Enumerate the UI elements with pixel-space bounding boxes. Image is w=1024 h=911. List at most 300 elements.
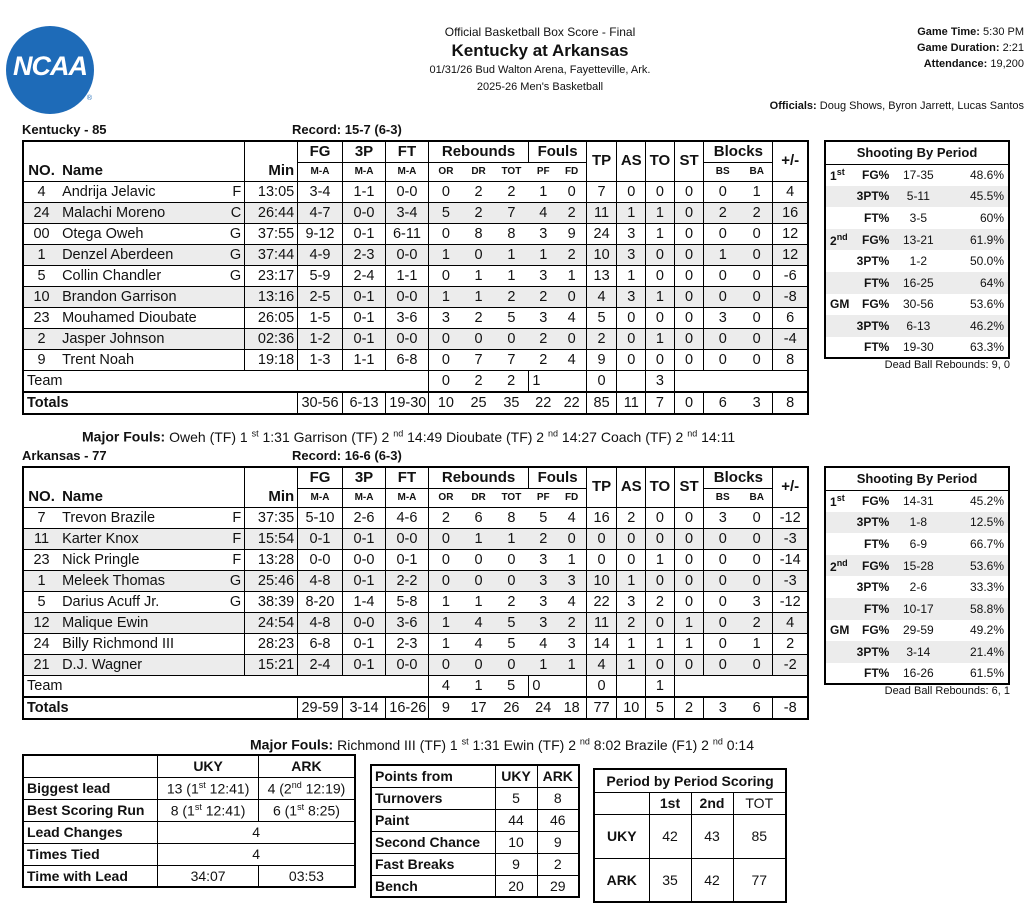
shooting-percentage: 45.2% xyxy=(969,494,1004,509)
player-tot: 5 xyxy=(494,307,529,328)
arkansas-player-row xyxy=(23,633,808,654)
totals-label: Totals xyxy=(23,392,298,414)
totals-tp: 77 xyxy=(586,697,617,719)
period-scoring-title-row xyxy=(594,769,786,792)
game-time-label: Game Time: xyxy=(917,26,980,38)
shooting-made-attempted: 6-9 xyxy=(909,536,928,551)
season-line: 2025-26 Men's Basketball xyxy=(476,81,604,93)
player-tot: 0 xyxy=(494,654,529,675)
team-st xyxy=(674,675,808,697)
major-foul-ordinal: nd xyxy=(579,736,590,746)
player-minutes: 26:44 xyxy=(245,202,298,223)
player-or: 5 xyxy=(428,202,463,223)
shooting-made-attempted: 14-31 xyxy=(902,494,934,509)
team-dr: 2 xyxy=(463,370,494,392)
col-as-header: AS xyxy=(617,141,646,181)
player-bs: 0 xyxy=(704,349,741,370)
lead-changes-label: Lead Changes xyxy=(23,821,158,843)
shooting-percentage: 64% xyxy=(943,272,1009,294)
player-position: C xyxy=(230,204,242,221)
lead-changes-value: 4 xyxy=(158,821,355,843)
player-name-cell xyxy=(59,349,245,370)
biggest-lead-uky: 13 (1st 12:41) xyxy=(158,777,259,799)
player-tp: 14 xyxy=(586,633,617,654)
col-fouls-header: Fouls xyxy=(529,467,586,488)
player-fd: 0 xyxy=(558,528,587,549)
player-tot: 1 xyxy=(494,265,529,286)
points-from-uky: 5 xyxy=(495,787,537,809)
player-fd: 2 xyxy=(558,244,587,265)
shooting-stat: FG% xyxy=(862,494,890,509)
player-name: Karter Knox xyxy=(62,530,139,547)
player-fd: 1 xyxy=(558,265,587,286)
col-tp-header: TP xyxy=(586,141,617,181)
major-foul-entry: Richmond III (TF) 1 $^{st}$ 1:31 xyxy=(337,736,500,753)
player-as: 0 xyxy=(617,549,646,570)
player-p3: 0-0 xyxy=(342,549,385,570)
col-fg-header: FG xyxy=(298,467,343,488)
player-dr: 4 xyxy=(463,633,494,654)
player-name: Mouhamed Dioubate xyxy=(62,309,197,326)
biggest-lead-ark: 4 (2nd 12:19) xyxy=(258,777,355,799)
shooting-period: 2nd xyxy=(825,229,849,251)
player-tot: 5 xyxy=(494,612,529,633)
player-fg: 2-5 xyxy=(298,286,343,307)
player-dr: 0 xyxy=(463,570,494,591)
points-from-uky: 44 xyxy=(495,809,537,831)
player-st: 0 xyxy=(674,654,704,675)
player-number: 5 xyxy=(23,591,59,612)
player-dr: 1 xyxy=(463,265,494,286)
totals-pm: 8 xyxy=(773,392,808,414)
player-minutes: 38:39 xyxy=(245,591,298,612)
team-or: 4 xyxy=(428,675,463,697)
player-bs: 2 xyxy=(704,202,741,223)
totals-as: 11 xyxy=(617,392,646,414)
col-tp-header: TP xyxy=(586,467,617,507)
player-to: 0 xyxy=(646,612,675,633)
player-name-cell xyxy=(59,202,245,223)
player-or: 0 xyxy=(428,349,463,370)
major-fouls-label: Major Fouls: xyxy=(82,428,166,445)
player-name-cell xyxy=(59,654,245,675)
report-subtitle: Official Basketball Box Score - Final xyxy=(444,25,636,39)
totals-fd: 18 xyxy=(558,697,587,719)
shooting-period xyxy=(825,315,849,337)
player-minutes: 28:23 xyxy=(245,633,298,654)
player-pm: 4 xyxy=(773,181,808,202)
arkansas-player-row xyxy=(23,612,808,633)
major-foul-entry: Ewin (TF) 2 $^{nd}$ 8:02 xyxy=(503,736,622,753)
player-minutes: 13:05 xyxy=(245,181,298,202)
player-dr: 2 xyxy=(463,202,494,223)
period-scoring-1st: 42 xyxy=(649,814,691,858)
best-scoring-run-row xyxy=(23,799,355,821)
arkansas-shooting-row xyxy=(825,598,1009,620)
points-from-label: Bench xyxy=(371,875,495,897)
arkansas-shooting-row xyxy=(825,663,1009,685)
player-to: 0 xyxy=(646,507,675,528)
shooting-period xyxy=(825,663,849,685)
player-fg: 3-4 xyxy=(298,181,343,202)
arkansas-shooting-row xyxy=(825,620,1009,642)
kentucky-team-row xyxy=(23,370,808,392)
player-ba: 1 xyxy=(741,181,773,202)
period-scoring-team: UKY xyxy=(594,814,649,858)
player-ft: 4-6 xyxy=(386,507,428,528)
player-pf: 3 xyxy=(529,307,558,328)
kentucky-shooting-row xyxy=(825,164,1009,186)
player-name: Malachi Moreno xyxy=(62,204,166,221)
player-number: 1 xyxy=(23,244,59,265)
player-position: F xyxy=(232,551,242,568)
player-name: Billy Richmond III xyxy=(62,635,175,652)
totals-pm: -8 xyxy=(773,697,808,719)
game-info xyxy=(764,24,1024,72)
player-pf: 3 xyxy=(529,549,558,570)
player-pm: 8 xyxy=(773,349,808,370)
shooting-made-attempted: 16-25 xyxy=(893,272,943,294)
shooting-period xyxy=(825,512,849,534)
player-st: 1 xyxy=(674,633,704,654)
arkansas-player-row xyxy=(23,654,808,675)
player-to: 1 xyxy=(646,223,675,244)
player-number: 12 xyxy=(23,612,59,633)
player-ft: 0-0 xyxy=(386,654,428,675)
player-st: 0 xyxy=(674,307,704,328)
player-bs: 0 xyxy=(704,654,741,675)
totals-ft: 16-26 xyxy=(386,697,428,719)
player-name: Nick Pringle xyxy=(62,551,140,568)
major-foul-entry: Dioubate (TF) 2 $^{nd}$ 14:27 xyxy=(446,428,597,445)
totals-dr: 17 xyxy=(463,697,494,719)
arkansas-shooting-title-row xyxy=(825,467,1009,490)
points-from-uky-header: UKY xyxy=(495,765,537,787)
player-fg: 1-3 xyxy=(298,349,343,370)
player-name: D.J. Wagner xyxy=(62,656,143,673)
shooting-stat: FG% xyxy=(862,168,890,183)
player-as: 0 xyxy=(617,528,646,549)
player-tp: 0 xyxy=(586,549,617,570)
arkansas-player-row xyxy=(23,570,808,591)
player-fd: 4 xyxy=(558,591,587,612)
team-dr: 1 xyxy=(463,675,494,697)
player-as: 1 xyxy=(617,265,646,286)
shooting-stat: 3PT% xyxy=(856,254,890,269)
player-to: 0 xyxy=(646,570,675,591)
player-pf: 4 xyxy=(529,202,558,223)
player-pm: -4 xyxy=(773,328,808,349)
team-fd xyxy=(558,675,587,697)
arkansas-shooting-row xyxy=(825,512,1009,534)
biggest-lead-uky-ordinal: st xyxy=(198,779,206,790)
kentucky-player-row xyxy=(23,265,808,286)
arkansas-shooting-row xyxy=(825,576,1009,598)
shooting-period xyxy=(825,250,849,272)
player-bs: 0 xyxy=(704,223,741,244)
player-or: 0 xyxy=(428,549,463,570)
shooting-period xyxy=(825,598,849,620)
period-scoring-blank xyxy=(594,792,649,814)
player-position: F xyxy=(232,509,242,526)
biggest-lead-row xyxy=(23,777,355,799)
col-dr-header: DR xyxy=(463,162,494,181)
player-fd: 0 xyxy=(558,181,587,202)
player-dr: 1 xyxy=(463,528,494,549)
team-to: 3 xyxy=(646,370,675,392)
player-number: 4 xyxy=(23,181,59,202)
player-name: Jasper Johnson xyxy=(62,330,165,347)
player-tot: 1 xyxy=(494,528,529,549)
col-name-header: Name xyxy=(59,467,245,507)
player-to: 0 xyxy=(646,654,675,675)
arkansas-player-row xyxy=(23,507,808,528)
player-ft: 6-8 xyxy=(386,349,428,370)
times-tied-row xyxy=(23,843,355,865)
player-name-cell xyxy=(59,591,245,612)
player-ft: 2-2 xyxy=(386,570,428,591)
arkansas-dead-ball-rebounds: Dead Ball Rebounds: 6, 1 xyxy=(884,685,1010,697)
player-ba: 2 xyxy=(741,612,773,633)
shooting-made-attempted: 1-8 xyxy=(893,512,943,534)
col-blocks-header: Blocks xyxy=(704,467,773,488)
ncaa-logo xyxy=(6,26,94,114)
player-ft: 0-1 xyxy=(386,549,428,570)
totals-st: 0 xyxy=(674,392,704,414)
period-scoring-col-header: TOT xyxy=(733,792,786,814)
player-fg: 4-9 xyxy=(298,244,343,265)
shooting-stat: FT% xyxy=(864,210,890,225)
player-p3: 0-1 xyxy=(342,654,385,675)
player-minutes: 24:54 xyxy=(245,612,298,633)
player-pf: 5 xyxy=(529,507,558,528)
points-from-row xyxy=(371,853,579,875)
col-or-header: OR xyxy=(428,162,463,181)
player-tp: 10 xyxy=(586,244,617,265)
col-min-header: Min xyxy=(245,467,298,507)
player-st: 0 xyxy=(674,528,704,549)
player-pf: 1 xyxy=(529,654,558,675)
shooting-period xyxy=(825,641,849,663)
points-from-ark: 8 xyxy=(537,787,579,809)
player-position: G xyxy=(229,246,242,263)
player-minutes: 25:46 xyxy=(245,570,298,591)
totals-ba: 3 xyxy=(741,392,773,414)
kentucky-player-row xyxy=(23,181,808,202)
player-fg: 5-10 xyxy=(298,507,343,528)
kentucky-shooting-title-row xyxy=(825,141,1009,164)
arkansas-record: Record: 16-6 (6-3) xyxy=(292,448,402,463)
player-tot: 1 xyxy=(494,244,529,265)
player-name-cell xyxy=(59,570,245,591)
shooting-made-attempted: 30-56 xyxy=(902,297,934,312)
player-ba: 0 xyxy=(741,507,773,528)
arkansas-shooting-by-period xyxy=(824,466,1010,685)
player-name-cell xyxy=(59,528,245,549)
period-scoring-tot: 85 xyxy=(733,814,786,858)
player-name-cell xyxy=(59,244,245,265)
player-bs: 0 xyxy=(704,265,741,286)
team-fd xyxy=(558,370,587,392)
kentucky-shooting-row xyxy=(825,315,1009,337)
player-as: 0 xyxy=(617,349,646,370)
shooting-made-attempted: 6-13 xyxy=(893,315,943,337)
kentucky-record: Record: 15-7 (6-3) xyxy=(292,122,402,137)
shooting-percentage: 63.3% xyxy=(969,340,1004,355)
player-tp: 22 xyxy=(586,591,617,612)
player-number: 24 xyxy=(23,633,59,654)
col-ft-header: FT xyxy=(386,467,428,488)
shooting-period-ordinal: st xyxy=(836,167,845,178)
period-scoring-title: Period by Period Scoring xyxy=(594,769,786,792)
player-as: 1 xyxy=(617,633,646,654)
player-name-cell xyxy=(59,328,245,349)
arkansas-shooting-row xyxy=(825,533,1009,555)
player-to: 2 xyxy=(646,591,675,612)
best-scoring-run-uky-ordinal: st xyxy=(194,801,202,812)
points-from-ark: 2 xyxy=(537,853,579,875)
player-fg: 8-20 xyxy=(298,591,343,612)
player-fd: 2 xyxy=(558,202,587,223)
player-fd: 4 xyxy=(558,307,587,328)
col-pf-header: PF xyxy=(529,162,558,181)
player-number: 1 xyxy=(23,570,59,591)
totals-p3: 6-13 xyxy=(342,392,385,414)
player-or: 3 xyxy=(428,307,463,328)
col-no-header: NO. xyxy=(23,141,59,181)
player-ft: 6-11 xyxy=(386,223,428,244)
player-name: Denzel Aberdeen xyxy=(62,246,174,263)
team-as xyxy=(617,370,646,392)
arkansas-major-fouls xyxy=(250,736,754,753)
shooting-percentage: 46.2% xyxy=(943,315,1009,337)
totals-as: 10 xyxy=(617,697,646,719)
shooting-period: GM xyxy=(830,623,850,638)
player-pm: -3 xyxy=(773,528,808,549)
player-or: 1 xyxy=(428,244,463,265)
biggest-lead-label: Biggest lead xyxy=(23,777,158,799)
player-p3: 0-1 xyxy=(342,223,385,244)
player-tp: 9 xyxy=(586,349,617,370)
player-fd: 2 xyxy=(558,612,587,633)
time-with-lead-row xyxy=(23,865,355,887)
player-st: 0 xyxy=(674,223,704,244)
player-ba: 0 xyxy=(741,570,773,591)
team-to: 1 xyxy=(646,675,675,697)
major-fouls-label: Major Fouls: xyxy=(250,736,334,753)
shooting-made-attempted: 5-11 xyxy=(893,186,943,208)
player-bs: 0 xyxy=(704,328,741,349)
period-scoring-1st: 35 xyxy=(649,858,691,902)
player-as: 3 xyxy=(617,244,646,265)
player-name: Meleek Thomas xyxy=(62,572,165,589)
player-ft: 2-3 xyxy=(386,633,428,654)
shooting-stat: FG% xyxy=(862,297,890,312)
player-position: F xyxy=(232,183,242,200)
player-name-cell xyxy=(59,633,245,654)
shooting-period: 1st xyxy=(830,167,845,184)
shooting-period xyxy=(825,576,849,598)
player-as: 2 xyxy=(617,507,646,528)
shooting-stat: FT% xyxy=(849,272,893,294)
player-to: 0 xyxy=(646,307,675,328)
team-label: Team xyxy=(23,370,428,392)
player-or: 1 xyxy=(428,286,463,307)
kentucky-player-row xyxy=(23,286,808,307)
shooting-stat: 3PT% xyxy=(849,512,893,534)
shooting-stat: 3PT% xyxy=(849,186,893,208)
shooting-title: Shooting By Period xyxy=(825,141,1009,164)
shooting-made-attempted: 13-21 xyxy=(893,229,943,251)
player-tot: 0 xyxy=(494,328,529,349)
player-fd: 0 xyxy=(558,328,587,349)
player-ft: 1-1 xyxy=(386,265,428,286)
player-pf: 1 xyxy=(529,244,558,265)
kentucky-shooting-row xyxy=(825,337,1009,359)
player-ft: 3-6 xyxy=(386,307,428,328)
player-tp: 13 xyxy=(586,265,617,286)
totals-tp: 85 xyxy=(586,392,617,414)
shooting-made-attempted: 29-59 xyxy=(902,623,934,638)
player-pm: -12 xyxy=(773,591,808,612)
shooting-percentage: 61.9% xyxy=(943,229,1009,251)
game-summary-header-row xyxy=(23,755,355,777)
player-name-cell xyxy=(59,507,245,528)
shooting-stat: FG% xyxy=(849,555,893,577)
player-name: Trevon Brazile xyxy=(62,509,156,526)
player-name-cell xyxy=(59,181,245,202)
shooting-percentage: 53.6% xyxy=(943,555,1009,577)
player-st: 0 xyxy=(674,591,704,612)
period-scoring-table xyxy=(593,768,787,903)
best-scoring-run-ark: 6 (1st 8:25) xyxy=(258,799,355,821)
kentucky-shooting-row xyxy=(825,186,1009,208)
points-from-ark: 9 xyxy=(537,831,579,853)
player-fd: 1 xyxy=(558,654,587,675)
shooting-percentage: 53.6% xyxy=(969,297,1004,312)
game-title: Kentucky at Arkansas xyxy=(451,41,629,60)
kentucky-totals-row xyxy=(23,392,808,414)
player-as: 1 xyxy=(617,570,646,591)
kentucky-shooting-by-period xyxy=(824,140,1010,359)
player-pf: 2 xyxy=(529,528,558,549)
player-fg: 1-2 xyxy=(298,328,343,349)
player-dr: 2 xyxy=(463,181,494,202)
points-from-row xyxy=(371,831,579,853)
player-name: Otega Oweh xyxy=(62,225,144,242)
player-p3: 1-4 xyxy=(342,591,385,612)
col-tot-header: TOT xyxy=(494,488,529,507)
kentucky-major-fouls xyxy=(82,428,735,445)
player-tp: 5 xyxy=(586,307,617,328)
player-dr: 8 xyxy=(463,223,494,244)
player-pm: 12 xyxy=(773,244,808,265)
arkansas-box-score xyxy=(22,466,809,720)
shooting-period-ordinal: nd xyxy=(836,231,848,242)
player-pm: -3 xyxy=(773,570,808,591)
player-ft: 0-0 xyxy=(386,528,428,549)
player-fd: 4 xyxy=(558,349,587,370)
totals-fg: 30-56 xyxy=(298,392,343,414)
player-pm: 2 xyxy=(773,633,808,654)
player-ft: 5-8 xyxy=(386,591,428,612)
major-foul-ordinal: st xyxy=(251,428,259,438)
col-fd-header: FD xyxy=(558,488,587,507)
player-ba: 1 xyxy=(741,633,773,654)
totals-st: 2 xyxy=(674,697,704,719)
player-or: 1 xyxy=(428,612,463,633)
player-number: 10 xyxy=(23,286,59,307)
